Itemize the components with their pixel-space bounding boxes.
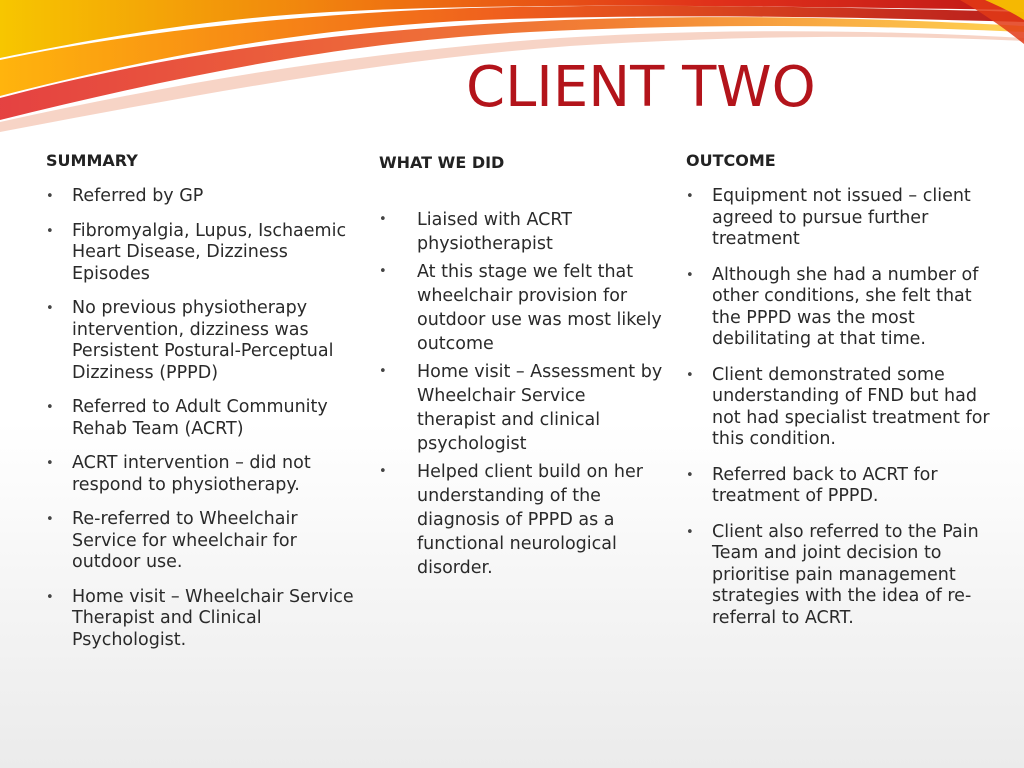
what-we-did-item: • At this stage we felt that wheelchair provision for outdoor use was most likely outcome bbox=[379, 260, 664, 356]
summary-item: • Referred by GP bbox=[46, 186, 366, 208]
what-we-did-heading: WHAT WE DID bbox=[379, 153, 505, 172]
what-we-did-column bbox=[379, 152, 664, 584]
outcome-item: • Although she had a number of other conditions, she felt that the PPPD was the most debilitating at that time. bbox=[686, 265, 996, 351]
summary-item: • ACRT intervention – did not respond to physiotherapy. bbox=[46, 453, 366, 496]
summary-column bbox=[46, 150, 366, 664]
what-we-did-item: • Liaised with ACRT physiotherapist bbox=[379, 208, 664, 256]
summary-heading: SUMMARY bbox=[46, 151, 138, 170]
what-we-did-item: • Home visit – Assessment by Wheelchair Service therapist and clinical psychologist bbox=[379, 360, 664, 456]
outcome-item: • Equipment not issued – client agreed to pursue further treatment bbox=[686, 186, 996, 251]
what-we-did-item: • Helped client build on her understanding of the diagnosis of PPPD as a functional neurological disorder. bbox=[379, 460, 664, 580]
summary-item: • Re-referred to Wheelchair Service for wheelchair for outdoor use. bbox=[46, 509, 366, 574]
summary-item: • Referred to Adult Community Rehab Team (ACRT) bbox=[46, 397, 366, 440]
summary-item: • Fibromyalgia, Lupus, Ischaemic Heart Disease, Dizziness Episodes bbox=[46, 221, 366, 286]
summary-list bbox=[46, 186, 366, 651]
outcome-column bbox=[686, 150, 996, 643]
slide-title: CLIENT TWO bbox=[466, 55, 816, 120]
outcome-item: • Client demonstrated some understanding of FND but had not had specialist treatment for this condition. bbox=[686, 365, 996, 451]
outcome-item: • Referred back to ACRT for treatment of PPPD. bbox=[686, 465, 996, 508]
outcome-heading: OUTCOME bbox=[686, 151, 776, 170]
outcome-item: • Client also referred to the Pain Team and joint decision to prioritise pain management strategies with the idea of re-referral to ACRT. bbox=[686, 522, 996, 630]
outcome-list bbox=[686, 186, 996, 629]
summary-item: • Home visit – Wheelchair Service Therapist and Clinical Psychologist. bbox=[46, 587, 366, 652]
what-we-did-list bbox=[379, 208, 664, 580]
summary-item: • No previous physiotherapy intervention, dizziness was Persistent Postural-Perceptual Dizziness (PPPD) bbox=[46, 298, 366, 384]
